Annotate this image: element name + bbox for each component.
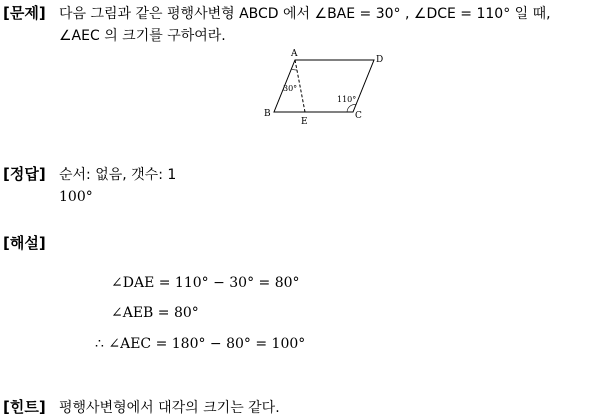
solution-tag: [해설] [3, 234, 46, 252]
angle-bae-label: 30° [283, 84, 298, 93]
solution-equation-3: ∴ ∠AEC = 180° − 80° = 100° [95, 336, 306, 352]
answer-value: 100° [59, 189, 93, 205]
angle-dce-label: 110° [337, 95, 357, 104]
answer-meta: 순서: 없음, 갯수: 1 [59, 167, 177, 183]
answer-tag: [정답] [3, 165, 46, 183]
label-d: D [376, 55, 384, 65]
solution-equation-1: ∠DAE = 110° − 30° = 80° [111, 275, 300, 291]
solution-equation-2: ∠AEB = 80° [111, 305, 199, 321]
label-e: E [301, 117, 308, 127]
parallelogram-figure [262, 44, 392, 128]
angle-bae-arc [291, 69, 297, 70]
label-c: C [355, 111, 362, 121]
problem-text-line2: ∠AEC 의 크기를 구하여라. [59, 28, 226, 44]
problem-tag: [문제] [3, 4, 46, 22]
hint-tag: [힌트] [3, 398, 46, 416]
label-b: B [264, 109, 271, 119]
label-a: A [291, 49, 298, 59]
problem-text-line1: 다음 그림과 같은 평행사변형 ABCD 에서 ∠BAE = 30° , ∠DCE = 110° 일 때, [59, 6, 551, 22]
hint-text: 평행사변형에서 대각의 크기는 같다. [59, 400, 280, 416]
